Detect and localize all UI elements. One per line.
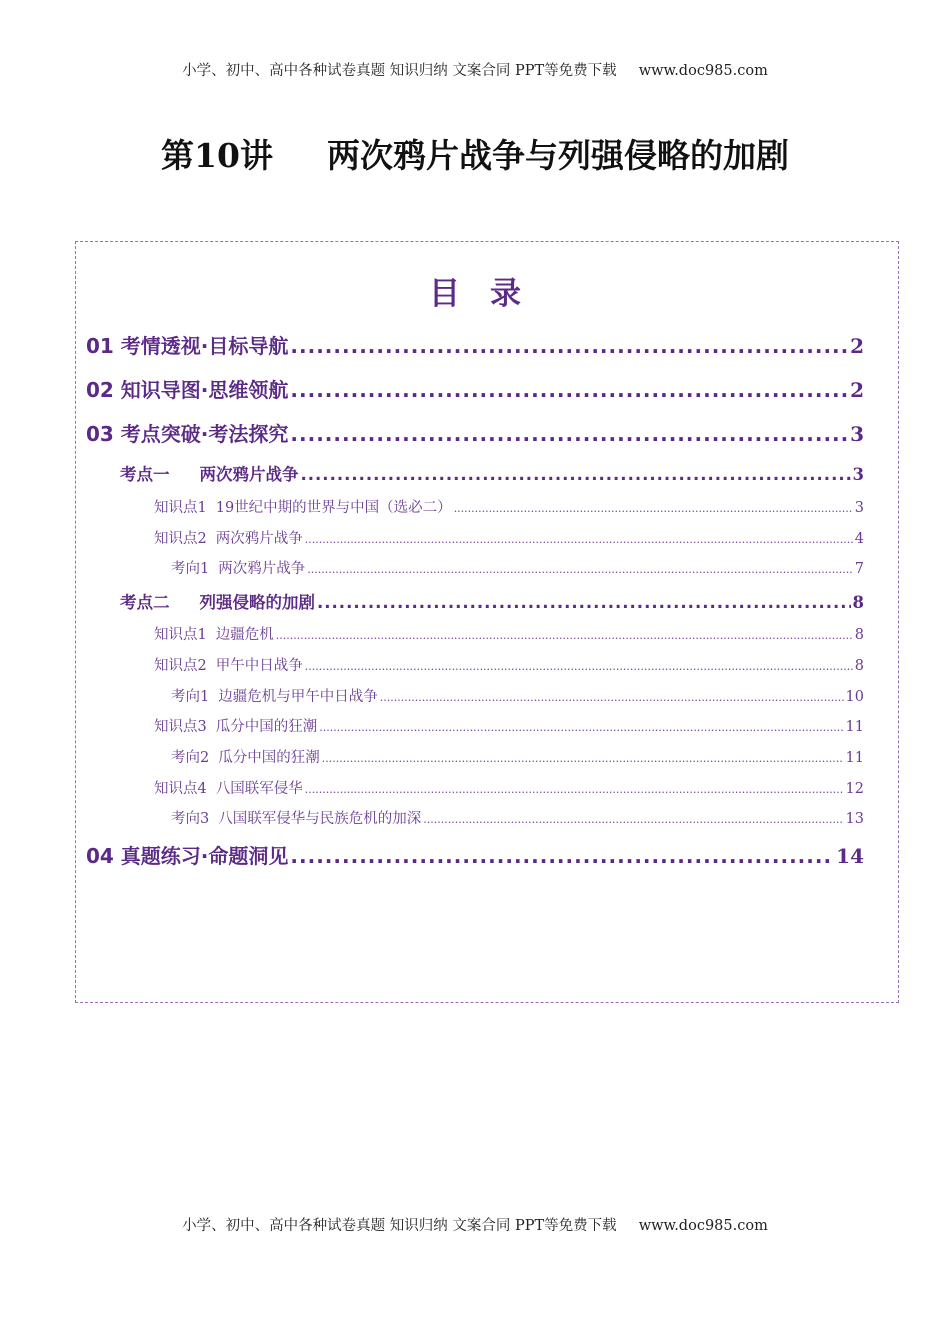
toc-point-label: 列强侵略的加剧 bbox=[199, 593, 315, 612]
toc-leader-dots bbox=[454, 502, 853, 515]
toc-leader-dots bbox=[322, 752, 844, 765]
toc-section-label: 04 真题练习·命题洞见 bbox=[86, 844, 289, 868]
toc-leader-dots bbox=[319, 721, 843, 734]
toc-leader-dots bbox=[423, 813, 843, 826]
toc-item-label: 两次鸦片战争 bbox=[215, 531, 303, 547]
banner-text: 小学、初中、高中各种试卷真题 知识归纳 文案合同 PPT等免费下载 bbox=[182, 1218, 617, 1234]
toc-page-number: 2 bbox=[850, 378, 864, 402]
toc-point-1[interactable] bbox=[120, 461, 864, 485]
toc-leader-dots bbox=[307, 563, 853, 576]
toc-leader-dots bbox=[305, 783, 844, 796]
header-banner bbox=[0, 59, 950, 80]
toc-page-number: 7 bbox=[854, 561, 864, 577]
toc-page-number: 2 bbox=[850, 334, 864, 358]
toc-leader-dots bbox=[276, 629, 853, 642]
toc-page-number: 14 bbox=[836, 844, 864, 868]
toc-item-label: 八国联军侵华与民族危机的加深 bbox=[218, 811, 422, 827]
toc-section-label: 03 考点突破·考法探究 bbox=[86, 422, 289, 446]
toc-item[interactable] bbox=[171, 557, 864, 578]
toc-point-number: 考点一 bbox=[120, 465, 170, 484]
toc-item[interactable] bbox=[154, 654, 864, 675]
toc-page-number: 13 bbox=[845, 811, 864, 827]
toc-item[interactable] bbox=[171, 685, 864, 706]
toc-page-number: 8 bbox=[854, 658, 864, 674]
toc-page-number: 11 bbox=[845, 750, 864, 766]
toc-leader-dots bbox=[290, 334, 848, 358]
footer-banner bbox=[0, 1214, 950, 1235]
toc-item-number: 知识点4 bbox=[154, 781, 207, 797]
toc-item-number: 考向2 bbox=[171, 750, 210, 766]
toc-item[interactable] bbox=[171, 807, 864, 828]
toc-section-04[interactable] bbox=[86, 840, 864, 869]
toc-point-number: 考点二 bbox=[120, 593, 170, 612]
toc-item[interactable] bbox=[154, 777, 864, 798]
toc-item-number: 考向1 bbox=[171, 689, 210, 705]
toc-heading: 目录 bbox=[429, 276, 551, 312]
banner-text: 小学、初中、高中各种试卷真题 知识归纳 文案合同 PPT等免费下载 bbox=[182, 63, 617, 79]
toc-page-number: 8 bbox=[854, 627, 864, 643]
toc-item-number: 考向1 bbox=[171, 561, 210, 577]
toc-leader-dots bbox=[317, 593, 851, 612]
toc-page-number: 11 bbox=[845, 719, 864, 735]
toc-leader-dots bbox=[290, 378, 848, 402]
toc-item[interactable] bbox=[154, 715, 864, 736]
toc-item[interactable] bbox=[171, 746, 864, 767]
toc-item-label: 甲午中日战争 bbox=[215, 658, 303, 674]
lecture-name: 两次鸦片战争与列强侵略的加剧 bbox=[326, 136, 789, 175]
toc-page-number: 12 bbox=[845, 781, 864, 797]
toc-item[interactable] bbox=[154, 527, 864, 548]
toc-section-02[interactable] bbox=[86, 374, 864, 403]
toc-leader-dots bbox=[290, 422, 848, 446]
toc-section-label: 01 考情透视·目标导航 bbox=[86, 334, 289, 358]
toc-page-number: 4 bbox=[854, 531, 864, 547]
toc-item-label: 两次鸦片战争 bbox=[218, 561, 306, 577]
toc-section-label: 02 知识导图·思维领航 bbox=[86, 378, 289, 402]
toc-item[interactable] bbox=[154, 623, 864, 644]
toc-page-number: 3 bbox=[852, 465, 864, 484]
toc-item-label: 19世纪中期的世界与中国（选必二） bbox=[215, 500, 452, 516]
toc-item-number: 知识点2 bbox=[154, 531, 207, 547]
toc-item-label: 瓜分中国的狂潮 bbox=[215, 719, 318, 735]
toc-item-number: 考向3 bbox=[171, 811, 210, 827]
toc-section-03[interactable] bbox=[86, 418, 864, 447]
toc-leader-dots bbox=[290, 844, 834, 868]
toc-page-number: 10 bbox=[845, 689, 864, 705]
toc-item-number: 知识点1 bbox=[154, 627, 207, 643]
banner-site-link[interactable]: www.doc985.com bbox=[638, 1218, 768, 1234]
toc-item-number: 知识点1 bbox=[154, 500, 207, 516]
toc-leader-dots bbox=[305, 660, 853, 673]
toc-leader-dots bbox=[301, 465, 851, 484]
toc-item-number: 知识点2 bbox=[154, 658, 207, 674]
toc-page-number: 8 bbox=[852, 593, 864, 612]
toc-item-number: 知识点3 bbox=[154, 719, 207, 735]
toc-page-number: 3 bbox=[854, 500, 864, 516]
toc-item[interactable] bbox=[154, 496, 864, 517]
toc-item-label: 八国联军侵华 bbox=[215, 781, 303, 797]
banner-site-link[interactable]: www.doc985.com bbox=[638, 63, 768, 79]
toc-point-2[interactable] bbox=[120, 589, 864, 613]
toc-leader-dots bbox=[380, 691, 844, 704]
toc-item-label: 边疆危机 bbox=[215, 627, 274, 643]
lecture-number: 第10讲 bbox=[161, 136, 273, 175]
page-title bbox=[0, 130, 950, 177]
toc-page-number: 3 bbox=[850, 422, 864, 446]
toc-item-label: 瓜分中国的狂潮 bbox=[218, 750, 320, 766]
toc-item-label: 边疆危机与甲午中日战争 bbox=[218, 689, 378, 705]
toc-leader-dots bbox=[305, 533, 853, 546]
toc-section-01[interactable] bbox=[86, 330, 864, 359]
toc-point-label: 两次鸦片战争 bbox=[199, 465, 299, 484]
